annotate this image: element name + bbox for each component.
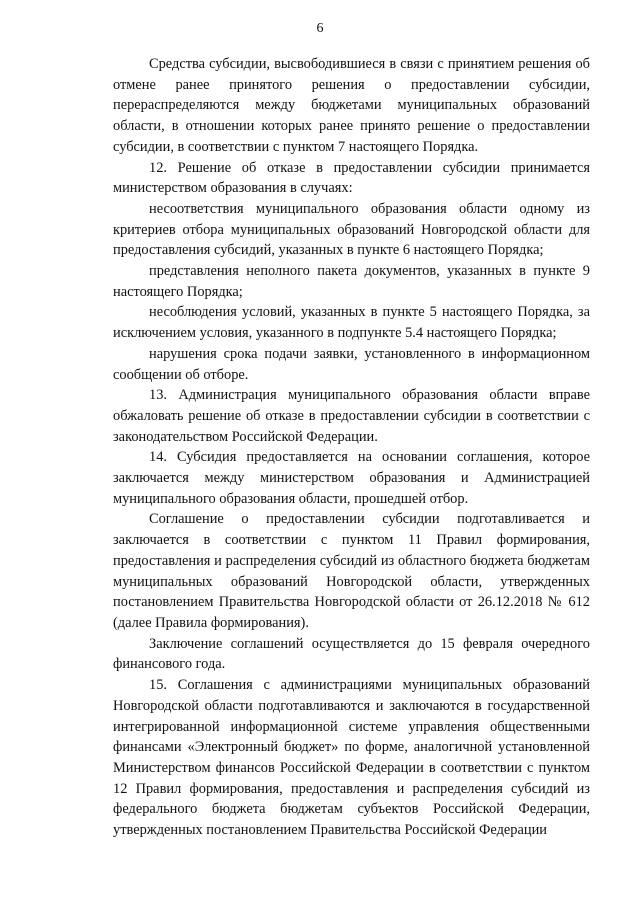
document-body — [113, 54, 590, 841]
page-number: 6 — [316, 21, 324, 36]
paragraph-12-criteria: несоответствия муниципального образования области одному из критериев отбора муниципальных образований Новгородской области для предоставления субсидий, указанных в пункте 6 настоящего Порядка; — [113, 200, 590, 259]
paragraph-redistribution: Средства субсидии, высвободившиеся в связи с принятием решения об отмене ранее принятого решения о предоставлении субсидии, перераспределяются между бюджетами муниципальных образований области, в отношении которых ранее принято решение о предоставлении субсидии, в соответствии с пунктом 7 настоящего Порядка. — [113, 56, 590, 155]
paragraph-15-electronic-budget: 15. Соглашения с администрациями муниципальных образований Новгородской области подготавливаются и заключаются в государственной интегрированной информационной системе управления общественными финансами «Электронный бюджет» по форме, аналогичной установленной Министерством финансов Российской Федерации в соответствии с пунктом 12 Правил формирования, предоставления и распределения субсидий из федерального бюджета бюджетам субъектов Российской Федерации, утвержденных постановлением Правительства Российской Федерации — [113, 677, 590, 839]
paragraph-14-agreement: 14. Субсидия предоставляется на основании соглашения, которое заключается между министерством образования и Администрацией муниципального образования области, прошедшей отбор. — [113, 449, 590, 507]
paragraph-14-preparation: Соглашение о предоставлении субсидии подготавливается и заключается в соответствии с пунктом 11 Правил формирования, предоставления и распределения субсидий из областного бюджета бюджетам муниципальных образований Новгородской области, утвержденных постановлением Правительства Новгородской области от 26.12.2018 № 612 (далее Правила формирования). — [113, 511, 590, 631]
paragraph-13-appeal: 13. Администрация муниципального образования области вправе обжаловать решение об отказе в предоставлении субсидии в соответствии с законодательством Российской Федерации. — [113, 387, 590, 445]
paragraph-12-deadline: нарушения срока подачи заявки, установленного в информационном сообщении об отборе. — [113, 345, 590, 383]
paragraph-14-deadline: Заключение соглашений осуществляется до 15 февраля очередного финансового года. — [113, 635, 590, 673]
paragraph-12-conditions: несоблюдения условий, указанных в пункте 5 настоящего Порядка, за исключением условия, указанного в подпункте 5.4 настоящего Порядка; — [113, 304, 590, 342]
paragraph-12-incomplete-documents: представления неполного пакета документов, указанных в пункте 9 настоящего Порядка; — [113, 263, 590, 300]
paragraph-12-refusal: 12. Решение об отказе в предоставлении субсидии принимается министерством образования в случаях: — [113, 159, 590, 197]
